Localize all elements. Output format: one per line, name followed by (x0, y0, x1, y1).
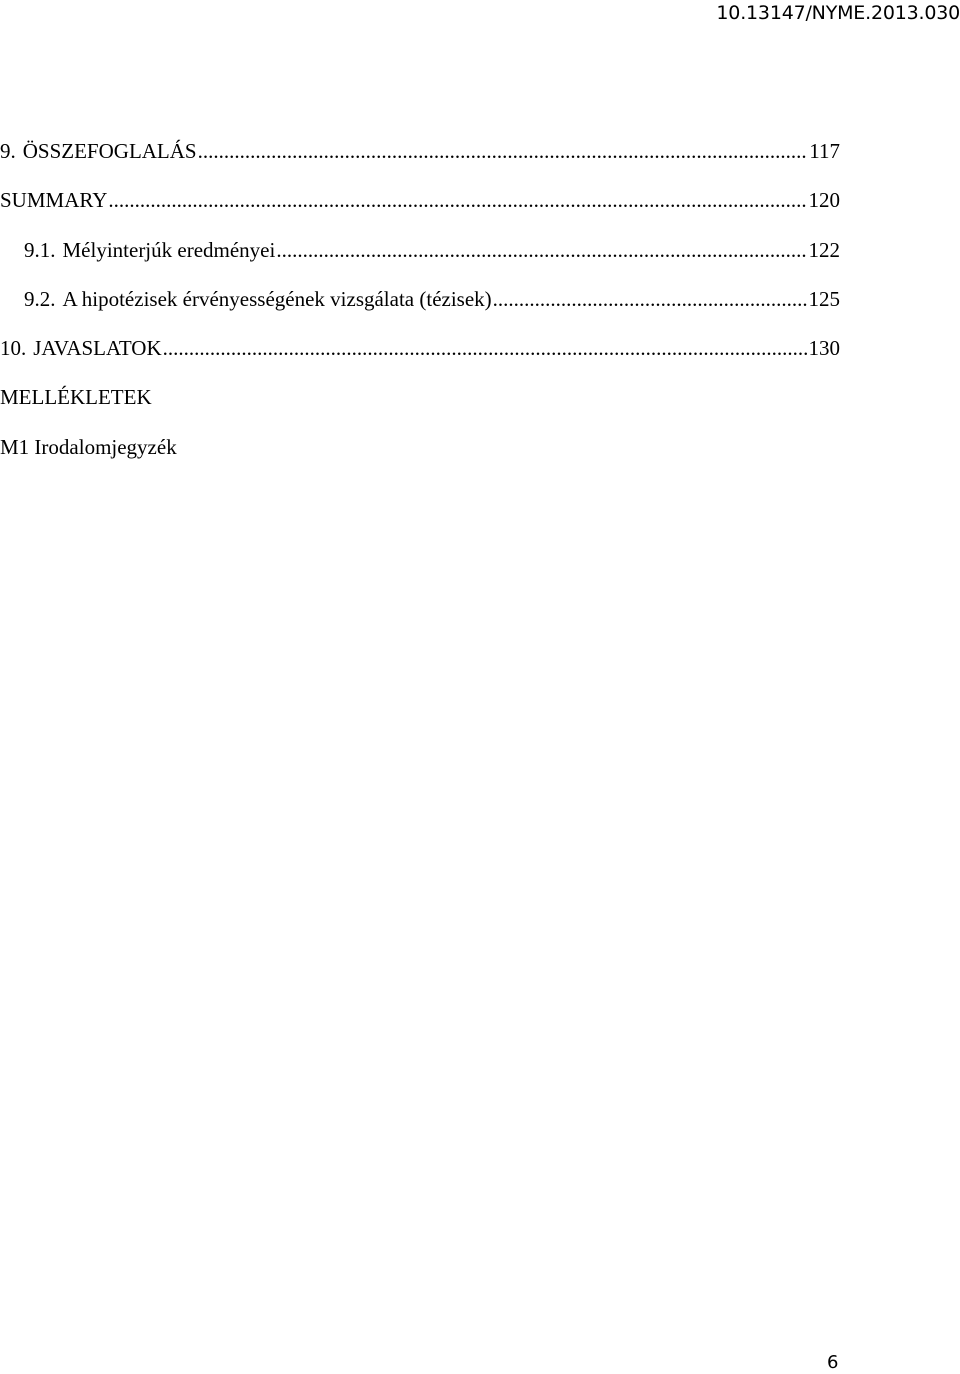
toc-entry-title: JAVASLATOK (33, 336, 162, 361)
toc-entry-page: 125 (808, 286, 840, 311)
dot-leader (493, 285, 808, 313)
toc-entry-title: Mélyinterjúk eredményei (62, 237, 276, 262)
toc-entry-javaslatok[interactable] (0, 334, 840, 383)
toc-entry-melyinterjuk[interactable] (0, 236, 840, 285)
toc-entry-page: 120 (808, 188, 840, 213)
dot-leader (163, 334, 808, 362)
toc-entry-number: 10. (0, 336, 27, 361)
toc-entry-mellekletek[interactable] (0, 383, 840, 432)
toc-entry-title: A hipotézisek érvényességének vizsgálata (tézisek) (62, 286, 492, 311)
toc-entry-number: 9. (0, 139, 16, 163)
toc-entry-title: SUMMARY (0, 188, 108, 213)
table-of-contents (0, 137, 840, 482)
doi-header: 10.13147/NYME.2013.030 (716, 2, 960, 24)
toc-entry-page: 117 (809, 139, 840, 163)
toc-entry-hipotezisek[interactable] (0, 285, 840, 334)
toc-entry-irodalomjegyzek[interactable] (0, 433, 840, 482)
toc-entry-title: M1 Irodalomjegyzék (0, 434, 177, 459)
toc-entry-number: 9.2. (24, 286, 56, 311)
dot-leader (198, 137, 809, 165)
dot-leader (108, 186, 807, 214)
toc-entry-number: 9.1. (24, 237, 56, 262)
toc-entry-title: MELLÉKLETEK (0, 385, 152, 410)
toc-entry-title: ÖSSZEFOGLALÁS (22, 139, 197, 163)
toc-entry-page: 122 (808, 237, 840, 262)
toc-entry-page: 130 (808, 336, 840, 361)
toc-entry-summary[interactable] (0, 186, 840, 235)
dot-leader (276, 236, 807, 264)
page-number: 6 (827, 1352, 839, 1373)
toc-entry-osszefoglalas[interactable] (0, 137, 840, 186)
